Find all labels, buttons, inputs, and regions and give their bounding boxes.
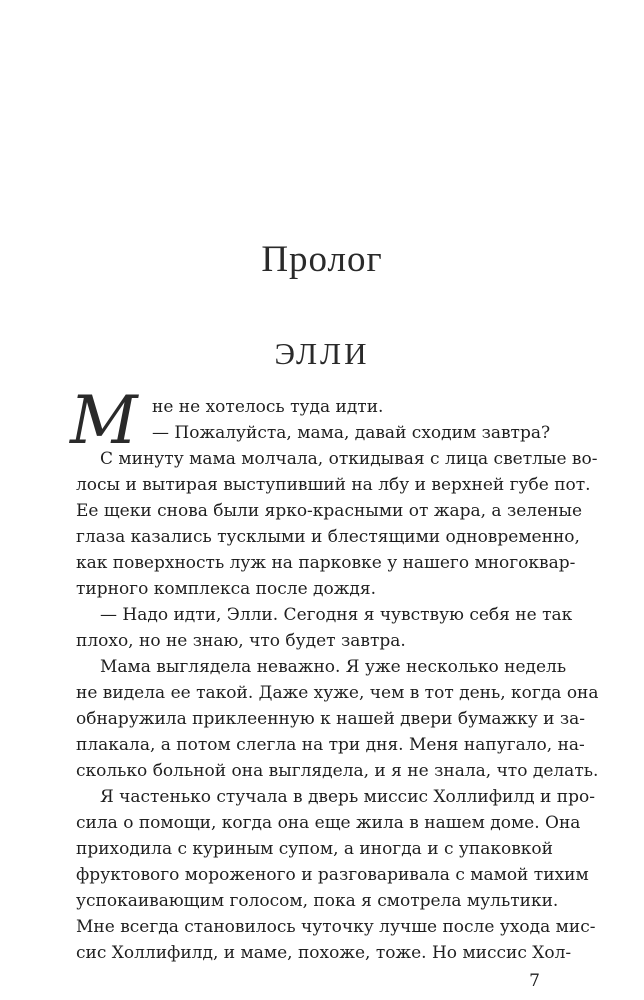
text-line: фруктового мороженого и разговаривала с мамой тихим bbox=[76, 865, 589, 885]
text-line: С минуту мама молчала, откидывая с лица светлые во- bbox=[100, 449, 598, 469]
text-line: — Надо идти, Элли. Сегодня я чувствую себя не так bbox=[100, 605, 573, 625]
text-line: сис Холлифилд, и маме, похоже, тоже. Но миссис Хол- bbox=[76, 943, 572, 963]
text-line: Я частенько стучала в дверь миссис Холлифилд и про- bbox=[100, 787, 595, 807]
chapter-title: Пролог bbox=[261, 239, 383, 280]
text-line: Ее щеки снова были ярко-красными от жара, а зеленые bbox=[76, 501, 583, 521]
text-line: плохо, но не знаю, что будет завтра. bbox=[76, 631, 406, 651]
section-title: ЭЛЛИ bbox=[274, 336, 370, 371]
drop-cap: М bbox=[70, 382, 138, 459]
text-line: тирного комплекса после дождя. bbox=[76, 579, 376, 599]
text-line: Мне всегда становилось чуточку лучше после ухода мис- bbox=[76, 917, 596, 937]
text-line: Мама выглядела неважно. Я уже несколько недель bbox=[100, 657, 567, 677]
text-line: не видела ее такой. Даже хуже, чем в тот день, когда она bbox=[76, 683, 599, 703]
text-line: сила о помощи, когда она еще жила в нашем доме. Она bbox=[76, 813, 581, 833]
text-line: лосы и вытирая выступивший на лбу и верхней губе пот. bbox=[76, 475, 591, 495]
text-line: плакала, а потом слегла на три дня. Меня напугало, на- bbox=[76, 735, 585, 755]
page-number: 7 bbox=[529, 971, 540, 991]
text-line: сколько больной она выглядела, и я не знала, что делать. bbox=[76, 761, 599, 781]
text-line: приходила с куриным супом, а иногда и с упаковкой bbox=[76, 839, 553, 859]
text-line: — Пожалуйста, мама, давай сходим завтра? bbox=[152, 423, 551, 443]
text-line: глаза казались тусклыми и блестящими одновременно, bbox=[76, 527, 580, 547]
text-line: как поверхность луж на парковке у нашего многоквар- bbox=[76, 553, 576, 573]
text-line: обнаружила приклеенную к нашей двери бумажку и за- bbox=[76, 709, 586, 729]
text-line: не не хотелось туда идти. bbox=[152, 397, 384, 417]
text-line: успокаивающим голосом, пока я смотрела мультики. bbox=[76, 891, 559, 911]
